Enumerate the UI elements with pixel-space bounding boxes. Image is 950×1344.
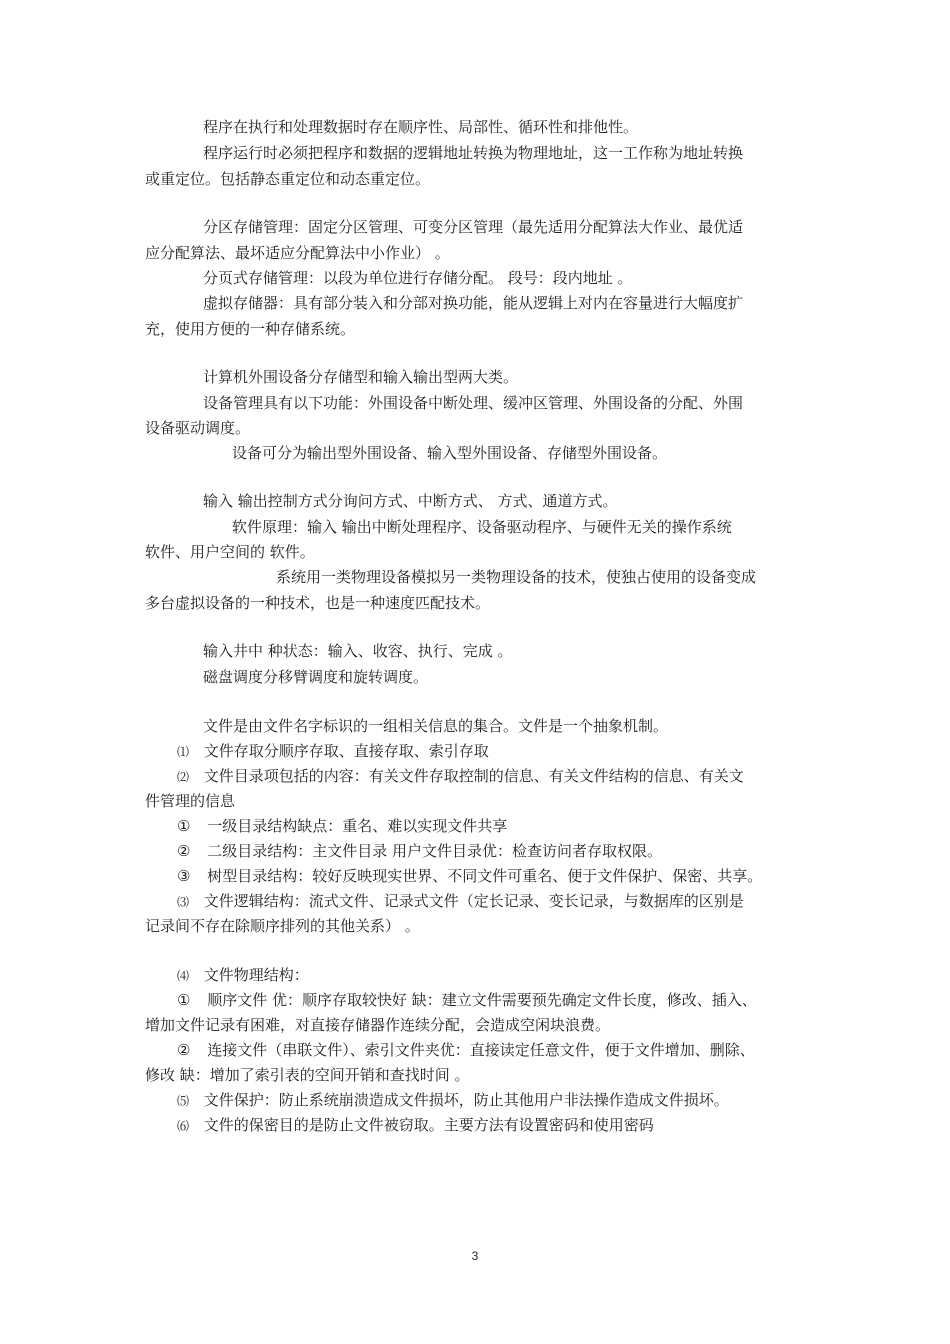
list-text: 顺序文件 优：顺序存取较快好 缺：建立文件需要预先确定文件长度，修改、插入、 <box>207 991 757 1009</box>
text-line: 分页式存储管理：以段为单位进行存储分配。 段号：段内地址 。 <box>203 269 633 287</box>
list-text: 连接文件（串联文件）、索引文件夹优：直接读定任意文件，便于文件增加、删除、 <box>207 1041 755 1059</box>
list-text: 一级目录结构缺点：重名、难以实现文件共享 <box>207 817 508 835</box>
list-item <box>177 990 757 1010</box>
list-marker: ⑹ <box>177 1119 190 1133</box>
list-marker: ② <box>177 1041 191 1059</box>
text-line: 程序运行时必须把程序和数据的逻辑地址转换为物理地址，这一工作称为地址转换 <box>203 144 744 162</box>
text-line: 记录间不存在除顺序排列的其他关系） 。 <box>145 917 420 935</box>
list-marker: ① <box>177 991 191 1009</box>
list-text: 文件保护：防止系统崩溃造成文件损坏，防止其他用户非法操作造成文件损坏。 <box>203 1091 729 1109</box>
list-item <box>177 891 744 912</box>
text-line: 系统用一类物理设备模拟另一类物理设备的技术，使独占使用的设备变成 <box>276 568 757 586</box>
text-line: 计算机外围设备分存储型和输入输出型两大类。 <box>203 368 519 386</box>
list-item <box>177 1090 729 1111</box>
list-text: 树型目录结构：较好反映现实世界、不同文件可重名、便于文件保护、保密、共享。 <box>207 867 763 885</box>
list-marker: ⑶ <box>177 895 190 909</box>
text-line: 文件是由文件名字标识的一组相关信息的集合。文件是一个抽象机制。 <box>203 717 669 735</box>
text-line: 充，使用方便的一种存储系统。 <box>145 320 356 338</box>
list-text: 文件的保密目的是防止文件被窃取。主要方法有设置密码和使用密码 <box>203 1116 654 1134</box>
list-marker: ⑸ <box>177 1094 190 1108</box>
text-line: 软件、用户空间的 软件。 <box>145 543 315 561</box>
text-line: 或重定位。包括静态重定位和动态重定位。 <box>145 170 431 188</box>
text-line: 设备管理具有以下功能：外围设备中断处理、缓冲区管理、外围设备的分配、外围 <box>203 394 744 412</box>
text-line: 设备驱动调度。 <box>145 419 251 437</box>
list-item <box>177 816 507 836</box>
list-item <box>177 866 762 886</box>
text-line: 多台虚拟设备的一种技术，也是一种速度匹配技术。 <box>145 594 491 612</box>
list-item <box>177 1115 654 1136</box>
text-line: 增加文件记录有困难，对直接存储器作连续分配，会造成空闲块浪费。 <box>145 1016 611 1034</box>
list-item <box>177 1040 755 1060</box>
text-line: 软件原理：输入 输出中断处理程序、设备驱动程序、与硬件无关的操作系统 <box>232 518 732 536</box>
list-text: 二级目录结构：主文件目录 用户文件目录优：检查访问者存取权限。 <box>207 842 663 860</box>
list-marker: ① <box>177 817 191 835</box>
page-number: 3 <box>471 1249 479 1263</box>
text-line: 磁盘调度分移臂调度和旋转调度。 <box>203 668 429 686</box>
list-marker: ⑵ <box>177 770 190 784</box>
list-marker: ② <box>177 842 191 860</box>
list-marker: ③ <box>177 867 191 885</box>
text-line: 应分配算法、最坏适应分配算法中小作业） 。 <box>145 244 450 262</box>
list-item <box>177 741 489 762</box>
list-text: 文件物理结构： <box>203 966 309 984</box>
list-item <box>177 841 662 861</box>
list-marker: ⑷ <box>177 969 190 983</box>
text-line: 设备可分为输出型外围设备、输入型外围设备、存储型外围设备。 <box>232 444 668 462</box>
text-line: 程序在执行和处理数据时存在顺序性、局部性、循环性和排他性。 <box>203 118 639 136</box>
list-text: 文件存取分顺序存取、直接存取、索引存取 <box>203 742 489 760</box>
list-text: 文件目录项包括的内容：有关文件存取控制的信息、有关文件结构的信息、有关文 <box>203 767 744 785</box>
text-line: 输入 输出控制方式分询问方式、中断方式、 方式、通道方式。 <box>203 492 618 510</box>
list-text: 文件逻辑结构：流式文件、记录式文件（定长记录、变长记录，与数据库的区别是 <box>203 892 744 910</box>
list-item <box>177 766 744 787</box>
list-marker: ⑴ <box>177 745 190 759</box>
list-item <box>177 965 309 986</box>
text-line: 分区存储管理：固定分区管理、可变分区管理（最先适用分配算法大作业、最优适 <box>203 218 744 236</box>
text-line: 修改 缺：增加了索引表的空间开销和查找时间 。 <box>145 1066 470 1084</box>
text-line: 件管理的信息 <box>145 792 236 810</box>
text-line: 虚拟存储器：具有部分装入和分部对换功能，能从逻辑上对内在容量进行大幅度扩 <box>203 294 744 312</box>
text-line: 输入井中 种状态：输入、收容、执行、完成 。 <box>203 642 513 660</box>
